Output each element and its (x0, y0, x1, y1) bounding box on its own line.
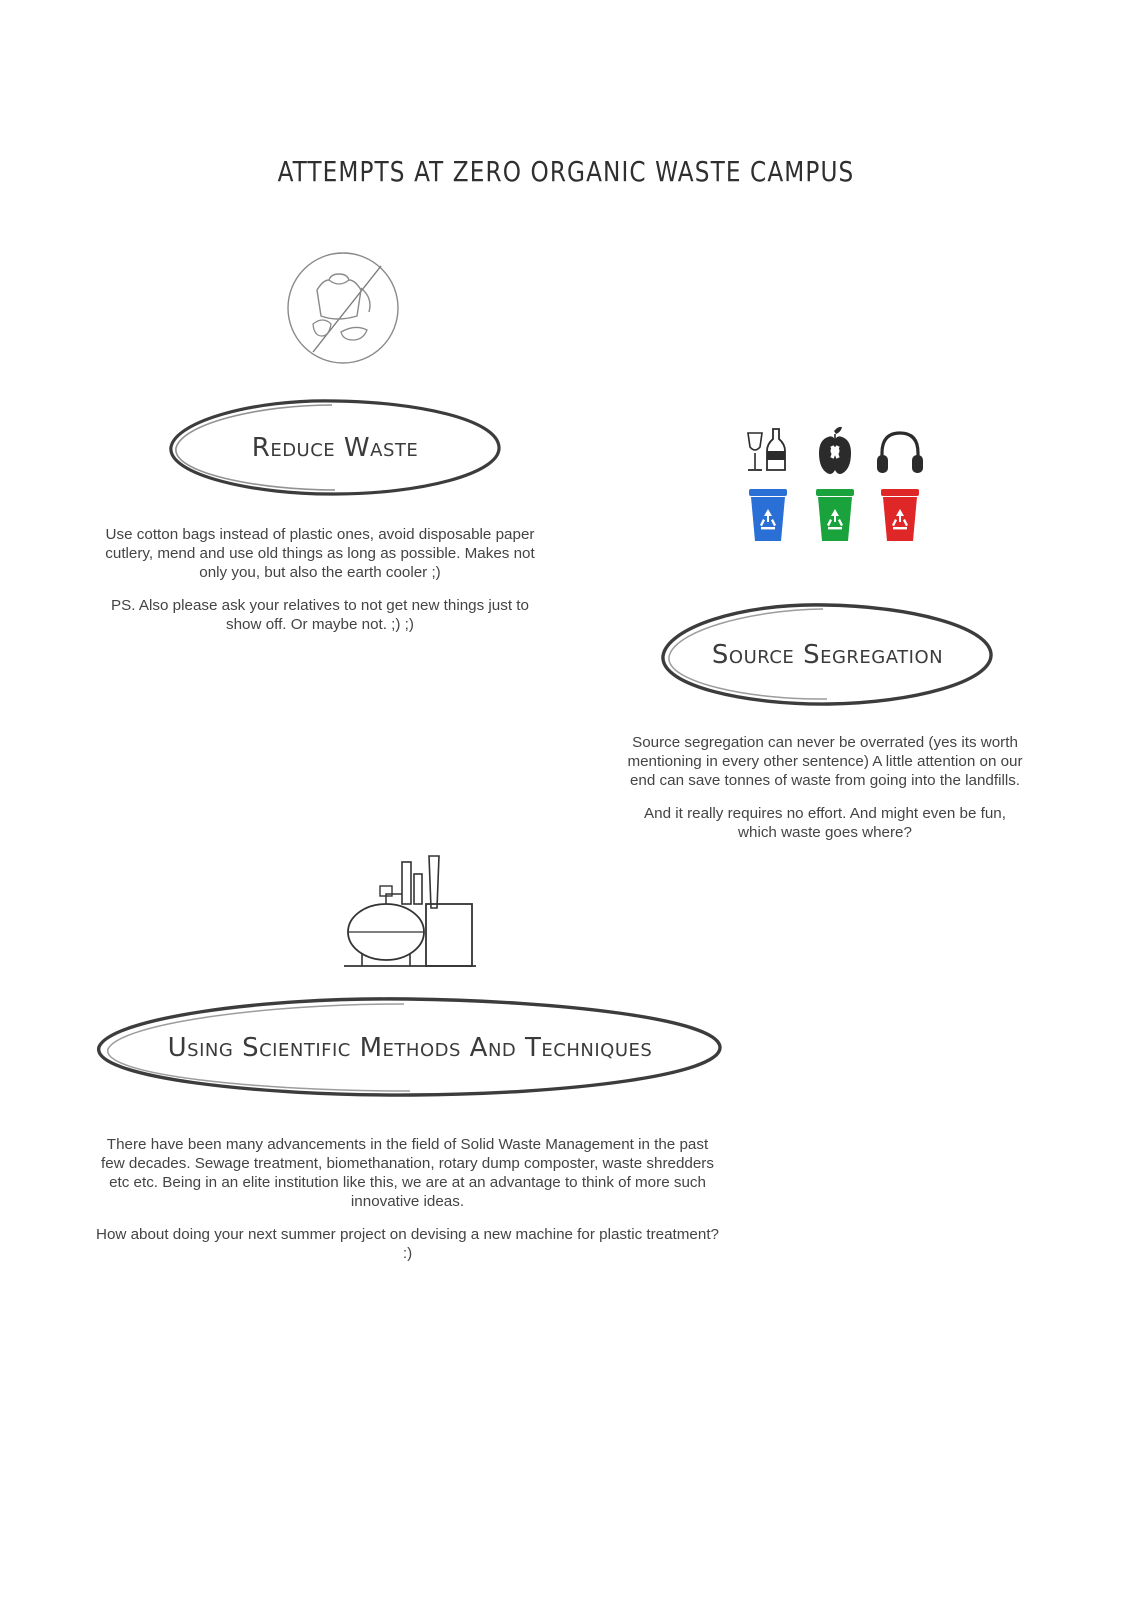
heading-bubble-reduce-waste (160, 395, 510, 500)
paragraph: How about doing your next summer project on devising a new machine for plastic treatment? :) (95, 1226, 719, 1262)
red-recycling-bin (877, 483, 923, 550)
bottle-glass-icon (740, 425, 796, 477)
paragraph: There have been many advancements in the field of Solid Waste Management in the past few decades. Sewage treatment, biomethanation, rotary dump composter, waste shredders etc etc. Being in an elite institution like this, we are at an advantage to think of more such innovative ideas. (101, 1136, 714, 1210)
bin-group-green (812, 425, 858, 550)
heading-bubble-source-segregation (655, 600, 1000, 710)
paragraph: PS. Also please ask your relatives to not get new things just to show off. Or maybe not. ;) ;) (111, 597, 529, 633)
paragraph: Use cotton bags instead of plastic ones, avoid disposable paper cutlery, mend and use old things as long as possible. Makes not only you, but also the earth cooler ;) (105, 526, 535, 581)
headphones-icon (874, 425, 926, 477)
section-heading: Reduce Waste (251, 432, 419, 463)
paragraph: Source segregation can never be overrated (yes its worth mentioning in every other sentence) A little attention on our end can save tonnes of waste from going into the landfills. (627, 734, 1023, 789)
section-body-scientific-methods (95, 1135, 720, 1263)
apple-core-icon (812, 425, 858, 477)
bin-group-red (874, 425, 926, 550)
green-recycling-bin (812, 483, 858, 550)
plastic-bag-ban-icon (283, 248, 403, 373)
blue-recycling-bin (745, 483, 791, 550)
heading-bubble-scientific-methods (90, 995, 730, 1100)
section-heading: Source Segregation (711, 640, 944, 670)
section-body-source-segregation (625, 733, 1025, 842)
section-body-reduce-waste (105, 525, 535, 634)
bin-group-blue (740, 425, 796, 550)
page-title: ATTEMPTS AT ZERO ORGANIC WASTE CAMPUS (277, 155, 855, 188)
paragraph: And it really requires no effort. And might even be fun, which waste goes where? (644, 805, 1006, 841)
recycling-bins-icon (740, 425, 926, 550)
section-heading: Using Scientific Methods And Techniques (167, 1032, 653, 1063)
treatment-plant-icon (330, 848, 480, 973)
